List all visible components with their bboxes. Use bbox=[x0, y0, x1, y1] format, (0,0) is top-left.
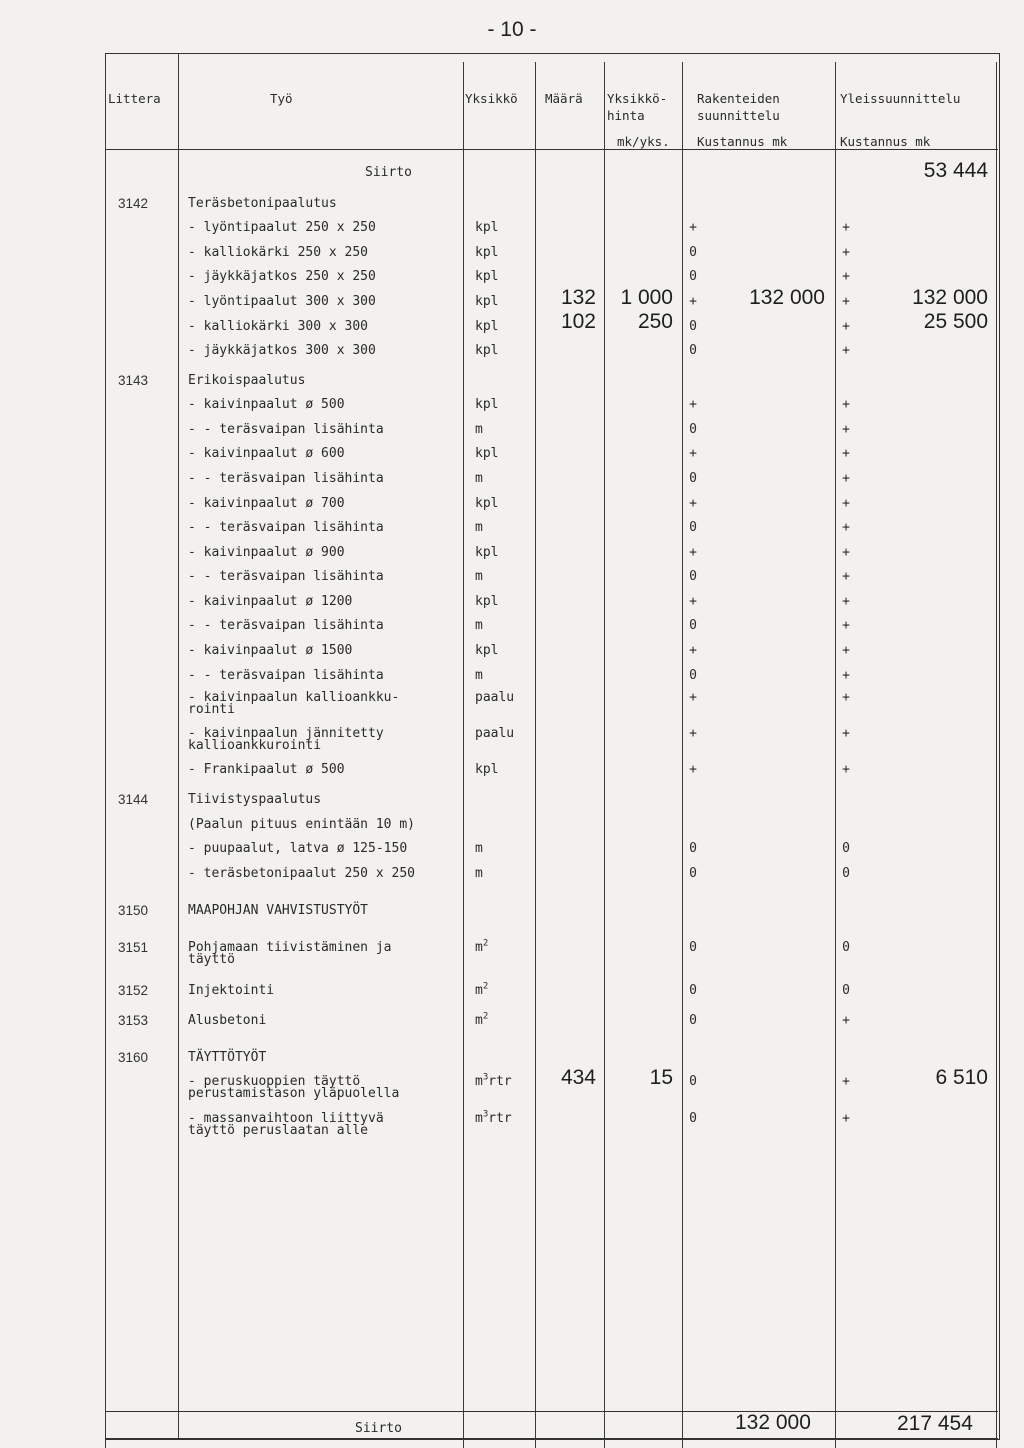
unit-base: kpl bbox=[475, 397, 499, 413]
row-unit bbox=[475, 841, 483, 856]
row-code: 3143 bbox=[118, 372, 149, 388]
unit-base: kpl bbox=[475, 593, 499, 609]
row-yleis-mark: + bbox=[842, 690, 850, 706]
row-rak-mark: 0 bbox=[689, 520, 697, 536]
unit-base: m bbox=[475, 982, 483, 998]
header-yleissuunnittelu: Yleissuunnittelu bbox=[840, 91, 961, 107]
row-yleis-mark: + bbox=[842, 446, 850, 462]
row-yleis-mark: + bbox=[842, 593, 850, 609]
row-unit bbox=[475, 668, 483, 683]
row-work: Tiivistyspaalutus bbox=[188, 792, 322, 808]
row-yleis-mark: + bbox=[842, 397, 850, 413]
unit-suffix: rtr bbox=[488, 1111, 512, 1127]
row-work: - kaivinpaalun jännitetty bbox=[188, 725, 384, 741]
row-work: - - teräsvaipan lisähinta bbox=[188, 618, 384, 634]
unit-base: m bbox=[475, 841, 483, 857]
row-rak-mark: 0 bbox=[689, 421, 697, 437]
row-rak-mark: 0 bbox=[689, 569, 697, 585]
row-code: 3160 bbox=[118, 1050, 149, 1066]
row-work-cont: täyttö peruslaatan alle bbox=[188, 1123, 369, 1139]
row-unit bbox=[475, 726, 514, 741]
unit-base: kpl bbox=[475, 293, 499, 309]
row-yleis-mark: + bbox=[842, 343, 850, 359]
row-unit bbox=[475, 220, 498, 235]
row-work: Alusbetoni bbox=[188, 1013, 267, 1029]
row-work-cont: rointi bbox=[188, 702, 235, 718]
row-work: - kaivinpaalut ø 1200 bbox=[188, 593, 353, 609]
row-unit-price: 1 000 bbox=[620, 285, 673, 309]
row-work-cont: perustamistason yläpuolella bbox=[188, 1085, 400, 1101]
row-yleis-mark: + bbox=[842, 520, 850, 536]
row-unit bbox=[475, 269, 498, 284]
row-yleis-mark: + bbox=[842, 1074, 850, 1090]
row-unit bbox=[475, 618, 483, 633]
unit-base: kpl bbox=[475, 446, 499, 462]
unit-base: kpl bbox=[475, 269, 499, 285]
column-divider bbox=[463, 62, 464, 1448]
row-rak-mark: 0 bbox=[689, 1111, 697, 1127]
row-unit bbox=[475, 471, 483, 486]
row-work: - - teräsvaipan lisähinta bbox=[188, 667, 384, 683]
row-rak-mark: 0 bbox=[689, 470, 697, 486]
row-yleis-mark: + bbox=[842, 667, 850, 683]
unit-base: kpl bbox=[475, 761, 499, 777]
unit-base: m bbox=[475, 520, 483, 536]
row-work: - - teräsvaipan lisähinta bbox=[188, 421, 384, 437]
header-suunnittelu: suunnittelu bbox=[697, 108, 780, 124]
row-rak-mark: + bbox=[689, 725, 697, 741]
row-code: 3142 bbox=[118, 195, 149, 211]
row-rak-mark: + bbox=[689, 761, 697, 777]
unit-base: kpl bbox=[475, 544, 499, 560]
header-yleis-kustannus: Kustannus mk bbox=[840, 133, 931, 149]
row-rak-mark: + bbox=[689, 544, 697, 560]
column-divider bbox=[178, 53, 179, 1439]
unit-exponent: 2 bbox=[482, 1011, 489, 1022]
row-rak-mark: + bbox=[689, 495, 697, 511]
row-code: 3144 bbox=[118, 792, 149, 808]
row-rak-mark: + bbox=[689, 446, 697, 462]
unit-base: kpl bbox=[475, 244, 499, 260]
row-yleis-mark: + bbox=[842, 318, 850, 334]
row-work: - - teräsvaipan lisähinta bbox=[188, 470, 384, 486]
row-unit-price: 250 bbox=[637, 310, 673, 334]
row-rak-mark: + bbox=[689, 293, 697, 309]
row-rak-mark: 0 bbox=[689, 841, 697, 857]
row-unit bbox=[475, 397, 498, 412]
row-code: 3150 bbox=[118, 903, 149, 918]
row-yleis-mark: 0 bbox=[842, 841, 850, 857]
row-work: - kaivinpaalut ø 700 bbox=[188, 495, 345, 511]
row-unit bbox=[475, 594, 498, 609]
unit-base: m bbox=[475, 940, 483, 956]
row-rak-mark: + bbox=[689, 690, 697, 706]
page-number: - 10 - bbox=[487, 18, 537, 41]
row-rak-mark: 0 bbox=[689, 865, 697, 881]
row-rak-cost: 132 000 bbox=[749, 285, 825, 309]
row-rak-mark: 0 bbox=[689, 1013, 697, 1029]
column-divider bbox=[682, 62, 683, 1448]
header-rak-kustannus: Kustannus mk bbox=[697, 133, 788, 149]
unit-base: m bbox=[475, 1013, 483, 1029]
column-divider bbox=[535, 62, 536, 1448]
unit-base: paalu bbox=[475, 725, 515, 741]
row-work: (Paalun pituus enintään 10 m) bbox=[188, 816, 415, 832]
row-yleis-mark: + bbox=[842, 220, 850, 236]
unit-suffix: rtr bbox=[488, 1074, 512, 1090]
row-work: - kaivinpaalut ø 500 bbox=[188, 397, 345, 413]
row-work: - kaivinpaalut ø 1500 bbox=[188, 642, 353, 658]
row-work: - lyöntipaalut 300 x 300 bbox=[188, 293, 376, 309]
row-work-cont: kallioankkurointi bbox=[188, 737, 322, 753]
row-yleis-mark: + bbox=[842, 470, 850, 486]
row-rak-mark: 0 bbox=[689, 667, 697, 683]
row-work: - Frankipaalut ø 500 bbox=[188, 761, 345, 777]
row-yleis-mark: + bbox=[842, 1111, 850, 1127]
row-unit bbox=[475, 245, 498, 260]
row-rak-mark: 0 bbox=[689, 982, 697, 998]
unit-base: m bbox=[475, 1074, 483, 1090]
row-yleis-mark: 0 bbox=[842, 865, 850, 881]
row-work: - kaivinpaalut ø 600 bbox=[188, 446, 345, 462]
row-unit bbox=[475, 319, 498, 334]
row-yleis-mark: + bbox=[842, 1013, 850, 1029]
row-rak-mark: + bbox=[689, 220, 697, 236]
unit-exponent: 3 bbox=[482, 1072, 489, 1083]
table-right-border bbox=[996, 62, 997, 1448]
header-rakenteiden: Rakenteiden bbox=[697, 91, 780, 107]
row-work: - - teräsvaipan lisähinta bbox=[188, 520, 384, 536]
row-unit bbox=[475, 690, 514, 705]
row-quantity: 102 bbox=[560, 310, 596, 334]
row-yleis-mark: + bbox=[842, 244, 850, 260]
row-work: - teräsbetonipaalut 250 x 250 bbox=[188, 865, 415, 881]
siirto-bottom-label: Siirto bbox=[355, 1420, 402, 1436]
row-work: Erikoispaalutus bbox=[188, 372, 306, 388]
row-rak-mark: 0 bbox=[689, 1074, 697, 1090]
unit-exponent: 2 bbox=[482, 938, 489, 949]
row-work: Teräsbetonipaalutus bbox=[188, 195, 337, 211]
row-unit bbox=[475, 422, 483, 437]
unit-base: m bbox=[475, 618, 483, 634]
row-yleis-cost: 6 510 bbox=[935, 1065, 988, 1089]
row-yleis-mark: + bbox=[842, 569, 850, 585]
row-unit-price: 15 bbox=[649, 1065, 673, 1089]
row-yleis-mark: + bbox=[842, 761, 850, 777]
row-rak-mark: 0 bbox=[689, 343, 697, 359]
row-work: - - teräsvaipan lisähinta bbox=[188, 569, 384, 585]
header-hinta-unit: mk/yks. bbox=[617, 133, 670, 149]
row-rak-mark: + bbox=[689, 593, 697, 609]
row-quantity: 434 bbox=[560, 1065, 596, 1089]
unit-base: m bbox=[475, 569, 483, 585]
unit-base: m bbox=[475, 667, 483, 683]
row-rak-mark: 0 bbox=[689, 318, 697, 334]
row-work: - kalliokärki 300 x 300 bbox=[188, 318, 369, 334]
unit-base: kpl bbox=[475, 318, 499, 334]
row-unit bbox=[475, 643, 498, 658]
row-rak-mark: + bbox=[689, 642, 697, 658]
unit-exponent: 2 bbox=[482, 981, 489, 992]
row-unit bbox=[475, 1111, 512, 1126]
row-rak-mark: 0 bbox=[689, 940, 697, 956]
footer-rule bbox=[105, 1411, 998, 1412]
header-tyo: Työ bbox=[270, 91, 293, 107]
row-work: - kaivinpaalut ø 900 bbox=[188, 544, 345, 560]
unit-base: kpl bbox=[475, 642, 499, 658]
row-rak-mark: 0 bbox=[689, 269, 697, 285]
row-yleis-mark: + bbox=[842, 495, 850, 511]
unit-base: kpl bbox=[475, 343, 499, 359]
row-unit bbox=[475, 762, 498, 777]
row-yleis-mark: + bbox=[842, 544, 850, 560]
row-code: 3151 bbox=[118, 940, 149, 956]
row-yleis-mark: 0 bbox=[842, 940, 850, 956]
row-unit bbox=[475, 545, 498, 560]
row-yleis-mark: + bbox=[842, 725, 850, 741]
row-rak-mark: + bbox=[689, 397, 697, 413]
row-work: TÄYTTÖTYÖT bbox=[188, 1050, 267, 1066]
unit-base: m bbox=[475, 1111, 483, 1127]
row-yleis-mark: + bbox=[842, 269, 850, 285]
table-bottom-border bbox=[105, 1438, 998, 1439]
row-unit bbox=[475, 520, 483, 535]
row-work: - lyöntipaalut 250 x 250 bbox=[188, 220, 376, 236]
row-code: 3153 bbox=[118, 1013, 149, 1029]
row-rak-mark: 0 bbox=[689, 244, 697, 260]
row-work: - massanvaihtoon liittyvä bbox=[188, 1111, 384, 1127]
row-unit bbox=[475, 294, 498, 309]
row-unit bbox=[475, 983, 488, 998]
row-work: MAAPOHJAN VAHVISTUSTYÖT bbox=[188, 903, 369, 918]
siirto-bottom-yleis: 217 454 bbox=[897, 1412, 973, 1436]
row-work: Pohjamaan tiivistäminen ja bbox=[188, 940, 392, 956]
row-work: - peruskuoppien täyttö bbox=[188, 1074, 361, 1090]
unit-exponent: 3 bbox=[482, 1110, 489, 1121]
unit-base: kpl bbox=[475, 220, 499, 236]
row-work: - kalliokärki 250 x 250 bbox=[188, 244, 369, 260]
siirto-top-yleis: 53 444 bbox=[923, 158, 988, 182]
header-maara: Määrä bbox=[545, 91, 583, 107]
row-yleis-cost: 132 000 bbox=[912, 285, 988, 309]
header-rule bbox=[105, 149, 998, 150]
row-quantity: 132 bbox=[560, 285, 596, 309]
siirto-bottom-rak: 132 000 bbox=[735, 1410, 811, 1434]
row-work: - kaivinpaalun kallioankku- bbox=[188, 690, 400, 706]
header-yksikko: Yksikkö bbox=[465, 91, 518, 107]
row-unit bbox=[475, 866, 483, 881]
row-code: 3152 bbox=[118, 982, 149, 998]
row-yleis-mark: 0 bbox=[842, 982, 850, 998]
unit-base: m bbox=[475, 421, 483, 437]
row-unit bbox=[475, 940, 488, 955]
row-unit bbox=[475, 569, 483, 584]
row-unit bbox=[475, 496, 498, 511]
row-unit bbox=[475, 446, 498, 461]
header-littera: Littera bbox=[108, 91, 161, 107]
row-yleis-mark: + bbox=[842, 618, 850, 634]
row-yleis-mark: + bbox=[842, 293, 850, 309]
row-yleis-cost: 25 500 bbox=[923, 310, 988, 334]
row-work: - puupaalut, latva ø 125-150 bbox=[188, 841, 408, 857]
row-rak-mark: 0 bbox=[689, 618, 697, 634]
table-left-border bbox=[105, 62, 106, 1448]
header-hinta-line2: hinta bbox=[607, 108, 645, 124]
unit-base: m bbox=[475, 865, 483, 881]
row-work-cont: täyttö bbox=[188, 952, 235, 968]
row-work: Injektointi bbox=[188, 982, 275, 998]
row-work: - jäykkäjatkos 250 x 250 bbox=[188, 269, 376, 285]
row-work: - jäykkäjatkos 300 x 300 bbox=[188, 343, 376, 359]
row-unit bbox=[475, 1013, 488, 1028]
header-hinta-line1: Yksikkö- bbox=[607, 91, 668, 107]
unit-base: m bbox=[475, 470, 483, 486]
row-yleis-mark: + bbox=[842, 642, 850, 658]
unit-base: kpl bbox=[475, 495, 499, 511]
row-unit bbox=[475, 1074, 512, 1089]
column-divider bbox=[835, 62, 836, 1448]
unit-base: paalu bbox=[475, 690, 515, 706]
row-unit bbox=[475, 343, 498, 358]
column-divider bbox=[604, 62, 605, 1448]
siirto-top-label: Siirto bbox=[365, 165, 412, 181]
row-yleis-mark: + bbox=[842, 421, 850, 437]
